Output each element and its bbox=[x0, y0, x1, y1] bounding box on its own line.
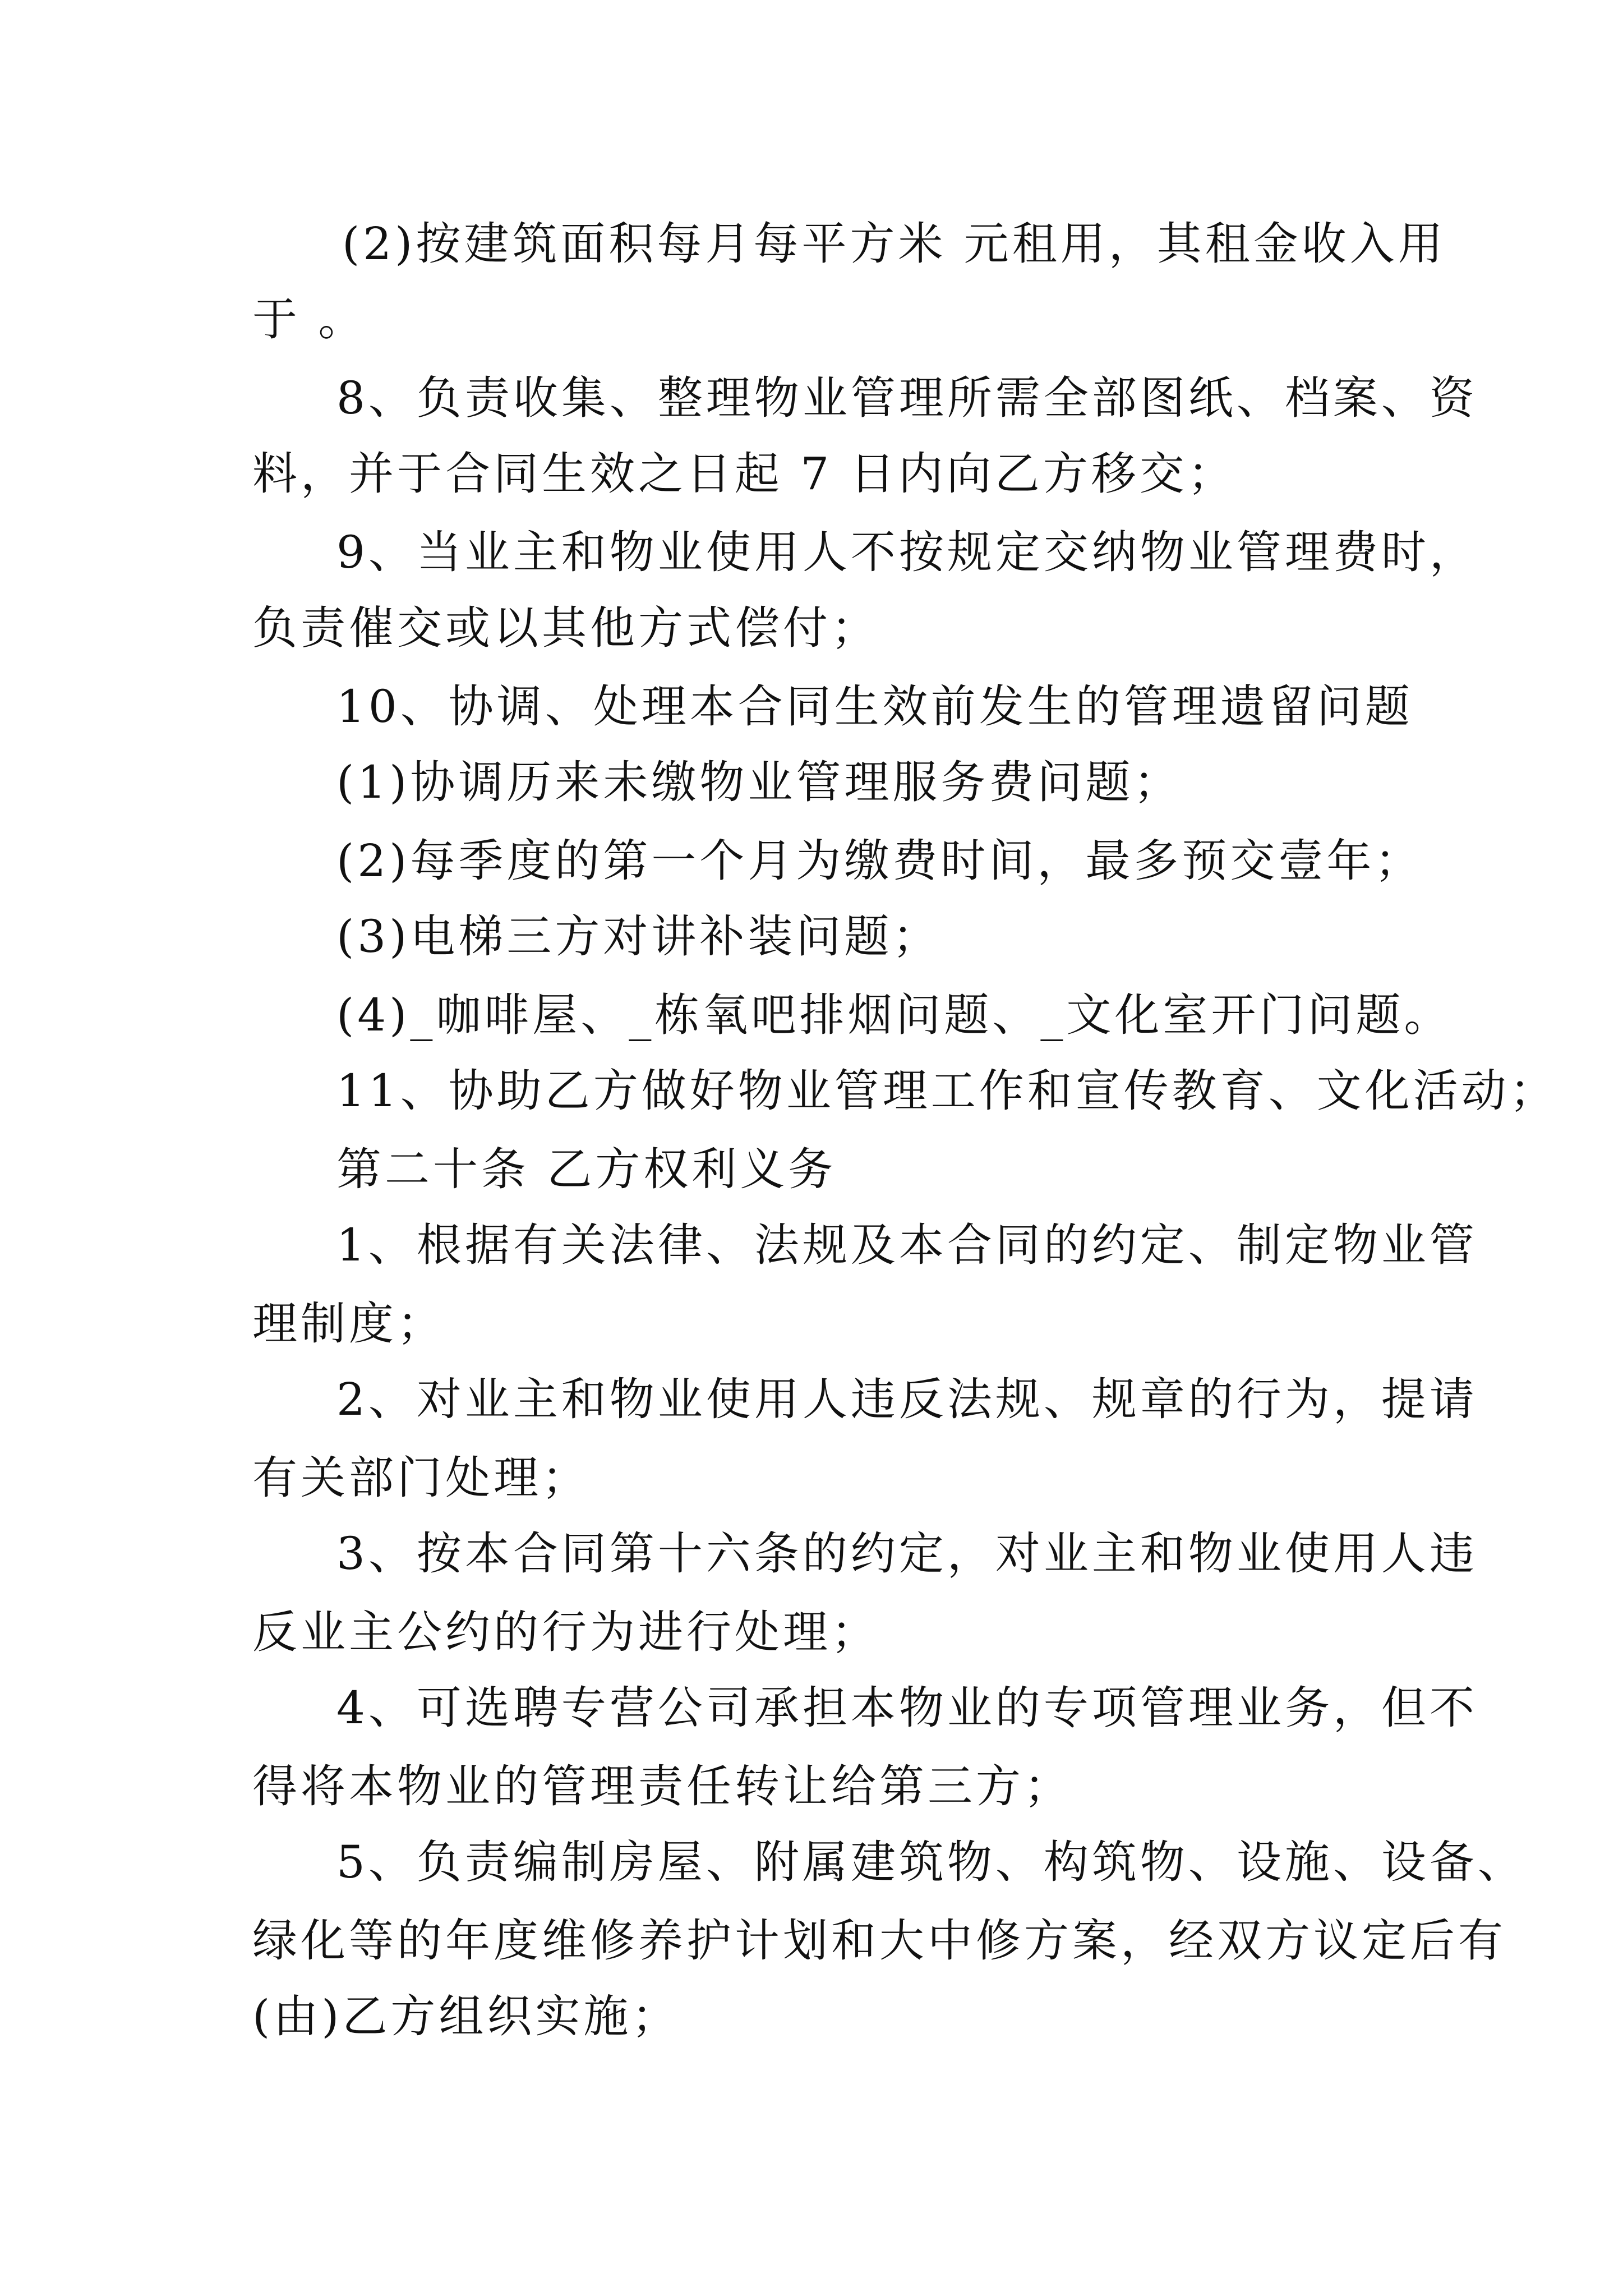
text-line: 1、根据有关法律、法规及本合同的约定、制定物业管 bbox=[336, 1219, 1478, 1271]
text-line: (由)乙方组织实施； bbox=[252, 1990, 680, 2042]
text-line: 9、当业主和物业使用人不按规定交纳物业管理费时， bbox=[336, 526, 1478, 578]
text-line: 料，并于合同生效之日起 7 日内向乙方移交； bbox=[252, 448, 1236, 500]
text-line: 2、对业主和物业使用人违反法规、规章的行为，提请 bbox=[336, 1373, 1478, 1425]
text-line: 反业主公约的行为进行处理； bbox=[252, 1606, 879, 1658]
text-line: 11、协助乙方做好物业管理工作和宣传教育、文化活动； bbox=[336, 1065, 1558, 1117]
text-line: 10、协调、处理本合同生效前发生的管理遗留问题 bbox=[336, 680, 1413, 733]
text-line: 4、可选聘专营公司承担本物业的专项管理业务，但不 bbox=[336, 1682, 1478, 1734]
text-line: 理制度； bbox=[252, 1297, 445, 1350]
text-line: 有关部门处理； bbox=[252, 1452, 590, 1504]
text-line: (2)按建筑面积每月每平方米 元租用，其租金收入用 bbox=[342, 218, 1446, 270]
text-line: 8、负责收集、整理物业管理所需全部图纸、档案、资 bbox=[336, 372, 1478, 424]
text-line: 5、负责编制房屋、附属建筑物、构筑物、设施、设备、 bbox=[336, 1836, 1526, 1888]
text-line: (4)_咖啡屋、_栋氧吧排烟问题、_文化室开门问题。 bbox=[336, 989, 1453, 1041]
text-line: 于 。 bbox=[252, 293, 367, 346]
text-line: 绿化等的年度维修养护计划和大中修方案，经双方议定后有 bbox=[252, 1915, 1506, 1967]
text-line: 3、按本合同第十六条的约定，对业主和物业使用人违 bbox=[336, 1527, 1478, 1580]
text-line: 负责催交或以其他方式偿付； bbox=[252, 602, 879, 654]
text-line: (2)每季度的第一个月为缴费时间，最多预交壹年； bbox=[336, 835, 1423, 887]
text-line: 得将本物业的管理责任转让给第三方； bbox=[252, 1760, 1072, 1812]
text-line: (1)协调历来未缴物业管理服务费问题； bbox=[336, 756, 1182, 808]
section-heading: 第二十条 乙方权利义务 bbox=[336, 1143, 837, 1195]
text-line: (3)电梯三方对讲补装问题； bbox=[336, 910, 941, 963]
